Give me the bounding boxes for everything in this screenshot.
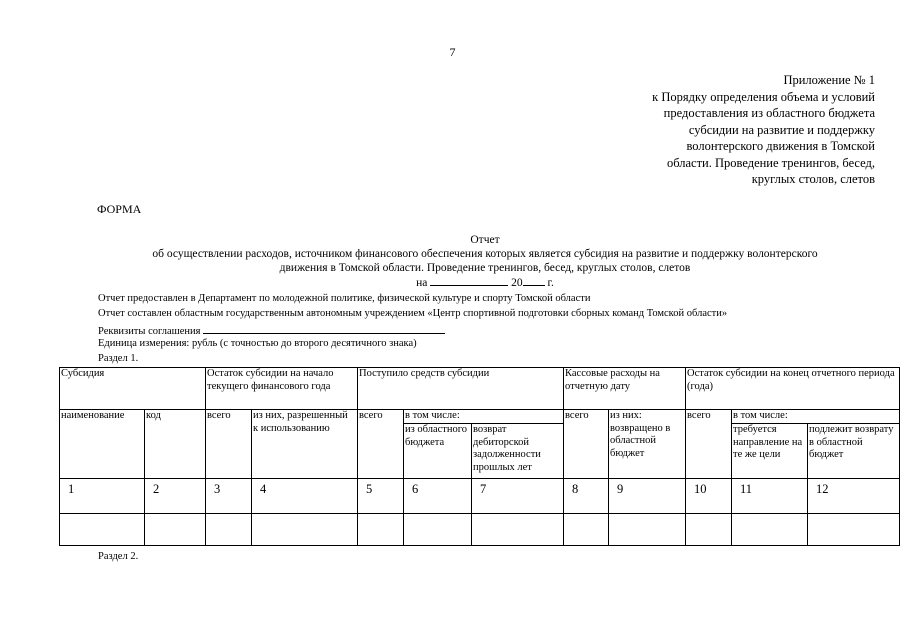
- compiled-by: Отчет составлен областным государственным автономным учреждением «Центр спортивной подготовки сборных команд Томской области»: [98, 308, 728, 319]
- table-cell[interactable]: [206, 514, 252, 546]
- header-returned-to-budget: из них: возвращено в областной бюджет: [609, 410, 686, 479]
- table-cell[interactable]: [564, 514, 609, 546]
- header-received-including: в том числе:: [404, 410, 564, 424]
- appendix-line: предоставления из областного бюджета: [663, 106, 875, 120]
- table-cell[interactable]: [609, 514, 686, 546]
- year-blank[interactable]: [523, 275, 545, 286]
- header-balance-start: Остаток субсидии на начало текущего финансового года: [206, 368, 358, 410]
- header-from-budget: из областного бюджета: [404, 424, 472, 479]
- header-balance-end: Остаток субсидии на конец отчетного периода (года): [686, 368, 900, 410]
- column-number: 3: [206, 479, 252, 514]
- column-number-row: [60, 479, 900, 514]
- column-number: 1: [60, 479, 145, 514]
- section-1-label: Раздел 1.: [98, 353, 139, 364]
- appendix-line: круглых столов, слетов: [751, 172, 875, 186]
- agreement-blank[interactable]: [203, 323, 445, 334]
- column-number: 6: [404, 479, 472, 514]
- column-number: 5: [358, 479, 404, 514]
- table-double-border: [59, 545, 899, 546]
- header-subsidy: Субсидия: [60, 368, 206, 410]
- header-received: Поступило средств субсидии: [358, 368, 564, 410]
- date-blank[interactable]: [430, 275, 508, 286]
- column-number: 2: [145, 479, 206, 514]
- form-label: ФОРМА: [97, 202, 142, 216]
- report-title-block: [95, 233, 875, 290]
- column-number: 8: [564, 479, 609, 514]
- header-code: код: [145, 410, 206, 479]
- appendix-line: Приложение № 1: [783, 73, 875, 87]
- table-cell[interactable]: [808, 514, 900, 546]
- column-number: 9: [609, 479, 686, 514]
- agreement-line: [98, 323, 445, 337]
- table-row: [60, 514, 900, 546]
- report-table: [59, 367, 900, 546]
- header-total-end: всего: [686, 410, 732, 479]
- report-date-line: [95, 275, 875, 290]
- table-cell[interactable]: [686, 514, 732, 546]
- column-number: 7: [472, 479, 564, 514]
- page-number: 7: [449, 45, 456, 59]
- header-total-received: всего: [358, 410, 404, 479]
- section-2-label: Раздел 2.: [98, 551, 139, 562]
- table-cell[interactable]: [404, 514, 472, 546]
- header-end-including: в том числе:: [732, 410, 900, 424]
- column-number: 10: [686, 479, 732, 514]
- date-prefix: на: [416, 277, 428, 289]
- column-number: 4: [252, 479, 358, 514]
- column-number: 12: [808, 479, 900, 514]
- header-name: наименование: [60, 410, 145, 479]
- table-cell[interactable]: [472, 514, 564, 546]
- header-cash-expenses: Кассовые расходы на отчетную дату: [564, 368, 686, 410]
- report-title: Отчет: [470, 234, 500, 246]
- header-to-return: подлежит возврату в областной бюджет: [808, 424, 900, 479]
- appendix-line: области. Проведение тренингов, бесед,: [666, 155, 875, 170]
- header-required-same: требуется направление на те же цели: [732, 424, 808, 479]
- table-cell[interactable]: [145, 514, 206, 546]
- appendix-block: [575, 72, 875, 188]
- date-year: 20: [511, 277, 523, 289]
- column-number: 11: [732, 479, 808, 514]
- header-receivables-return: возврат дебиторской задолженности прошлых лет: [472, 424, 564, 479]
- appendix-line: субсидии на развитие и поддержку: [688, 122, 875, 137]
- appendix-line: к Порядку определения объема и условий: [652, 89, 875, 104]
- table-cell[interactable]: [732, 514, 808, 546]
- report-subtitle-line2: движения в Томской области. Проведение тренингов, бесед, круглых столов, слетов: [279, 262, 691, 274]
- header-total-expenses: всего: [564, 410, 609, 479]
- report-subtitle-line1: об осуществлении расходов, источником финансового обеспечения которых является субсидия на развитие и поддержку волонтерского: [152, 248, 818, 260]
- table-cell[interactable]: [60, 514, 145, 546]
- unit-of-measure: Единица измерения: рубль (с точностью до второго десятичного знака): [98, 338, 417, 349]
- submitted-to: Отчет предоставлен в Департамент по молодежной политике, физической культуре и спорту Томской области: [98, 293, 591, 304]
- date-suffix: г.: [547, 277, 554, 289]
- header-total-start: всего: [206, 410, 252, 479]
- appendix-line: волонтерского движения в Томской: [686, 139, 875, 153]
- agreement-label: Реквизиты соглашения: [98, 326, 201, 337]
- table-cell[interactable]: [358, 514, 404, 546]
- table-cell[interactable]: [252, 514, 358, 546]
- header-permitted: из них, разрешенный к использованию: [252, 410, 358, 479]
